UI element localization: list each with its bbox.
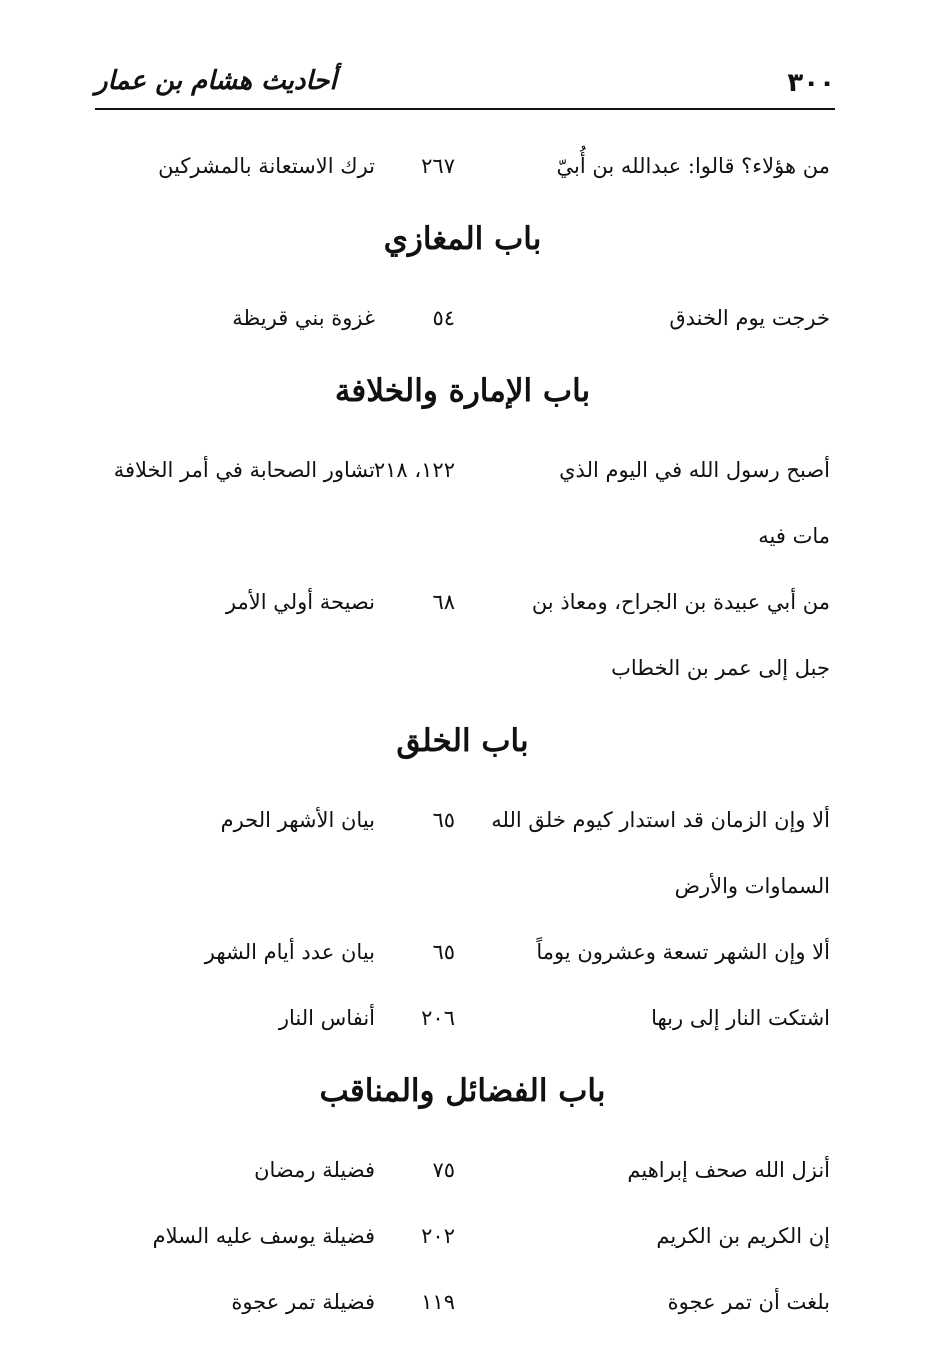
hadith-text: خرجت يوم الخندق xyxy=(669,306,830,330)
page-reference: ٧٥ xyxy=(432,1158,455,1182)
hadith-text: جبل إلى عمر بن الخطاب xyxy=(611,656,830,680)
index-row xyxy=(95,982,830,1048)
page-reference: ١٢٢، ٢١٨ xyxy=(373,458,455,482)
index-row xyxy=(95,1134,830,1200)
hadith-text: ألا وإن الزمان قد استدار كيوم خلق الله xyxy=(491,808,830,832)
topic-text: بيان الأشهر الحرم xyxy=(220,808,375,832)
index-row xyxy=(95,916,830,982)
hadith-text: أنزل الله صحف إبراهيم xyxy=(627,1158,830,1182)
topic-text: أنفاس النار xyxy=(278,1006,375,1030)
index-row xyxy=(95,1266,830,1332)
chapter-heading: باب الفضائل والمناقب xyxy=(319,1073,606,1109)
topic-text: فضيلة رمضان xyxy=(254,1158,375,1182)
index-row xyxy=(95,130,830,196)
page-reference: ٦٨ xyxy=(432,590,455,614)
topic-text: فضيلة تمر عجوة xyxy=(231,1290,375,1314)
chapter-heading: باب الخلق xyxy=(396,723,529,759)
topic-text: ترك الاستعانة بالمشركين xyxy=(158,154,375,178)
page-reference: ٥٤ xyxy=(432,306,455,330)
index-row xyxy=(95,632,830,698)
page-reference: ٢٦٧ xyxy=(421,154,455,178)
page-header xyxy=(95,60,835,110)
hadith-text: بلغت أن تمر عجوة xyxy=(667,1290,830,1314)
hadith-text: من هؤلاء؟ قالوا: عبدالله بن أُبيّ xyxy=(556,154,830,178)
page-reference: ٢٠٢ xyxy=(421,1224,455,1248)
index-row xyxy=(95,1200,830,1266)
index-row xyxy=(95,784,830,850)
hadith-text: مات فيه xyxy=(758,524,830,548)
index-row xyxy=(95,850,830,916)
index-content xyxy=(95,130,830,1332)
index-row xyxy=(95,500,830,566)
running-title: أحاديث هشام بن عمار xyxy=(95,66,337,96)
hadith-text: أصبح رسول الله في اليوم الذي xyxy=(559,458,830,482)
page-reference: ٦٥ xyxy=(432,808,455,832)
index-row xyxy=(95,434,830,500)
page-number: ٣٠٠ xyxy=(787,68,835,98)
index-row xyxy=(95,566,830,632)
page-reference: ٦٥ xyxy=(432,940,455,964)
page-reference: ٢٠٦ xyxy=(421,1006,455,1030)
hadith-text: السماوات والأرض xyxy=(674,874,830,898)
topic-text: غزوة بني قريظة xyxy=(232,306,375,330)
hadith-text: إن الكريم بن الكريم xyxy=(656,1224,830,1248)
topic-text: بيان عدد أيام الشهر xyxy=(204,940,375,964)
hadith-text: ألا وإن الشهر تسعة وعشرون يوماً xyxy=(536,940,830,964)
page-reference: ١١٩ xyxy=(421,1290,455,1314)
hadith-text: اشتكت النار إلى ربها xyxy=(651,1006,830,1030)
hadith-text: من أبي عبيدة بن الجراح، ومعاذ بن xyxy=(531,590,830,614)
chapter-heading: باب الإمارة والخلافة xyxy=(334,373,591,409)
topic-text: نصيحة أولي الأمر xyxy=(225,590,375,614)
index-row xyxy=(95,282,830,348)
topic-text: تشاور الصحابة في أمر الخلافة xyxy=(113,458,375,482)
topic-text: فضيلة يوسف عليه السلام xyxy=(152,1224,375,1248)
chapter-heading: باب المغازي xyxy=(383,221,542,257)
